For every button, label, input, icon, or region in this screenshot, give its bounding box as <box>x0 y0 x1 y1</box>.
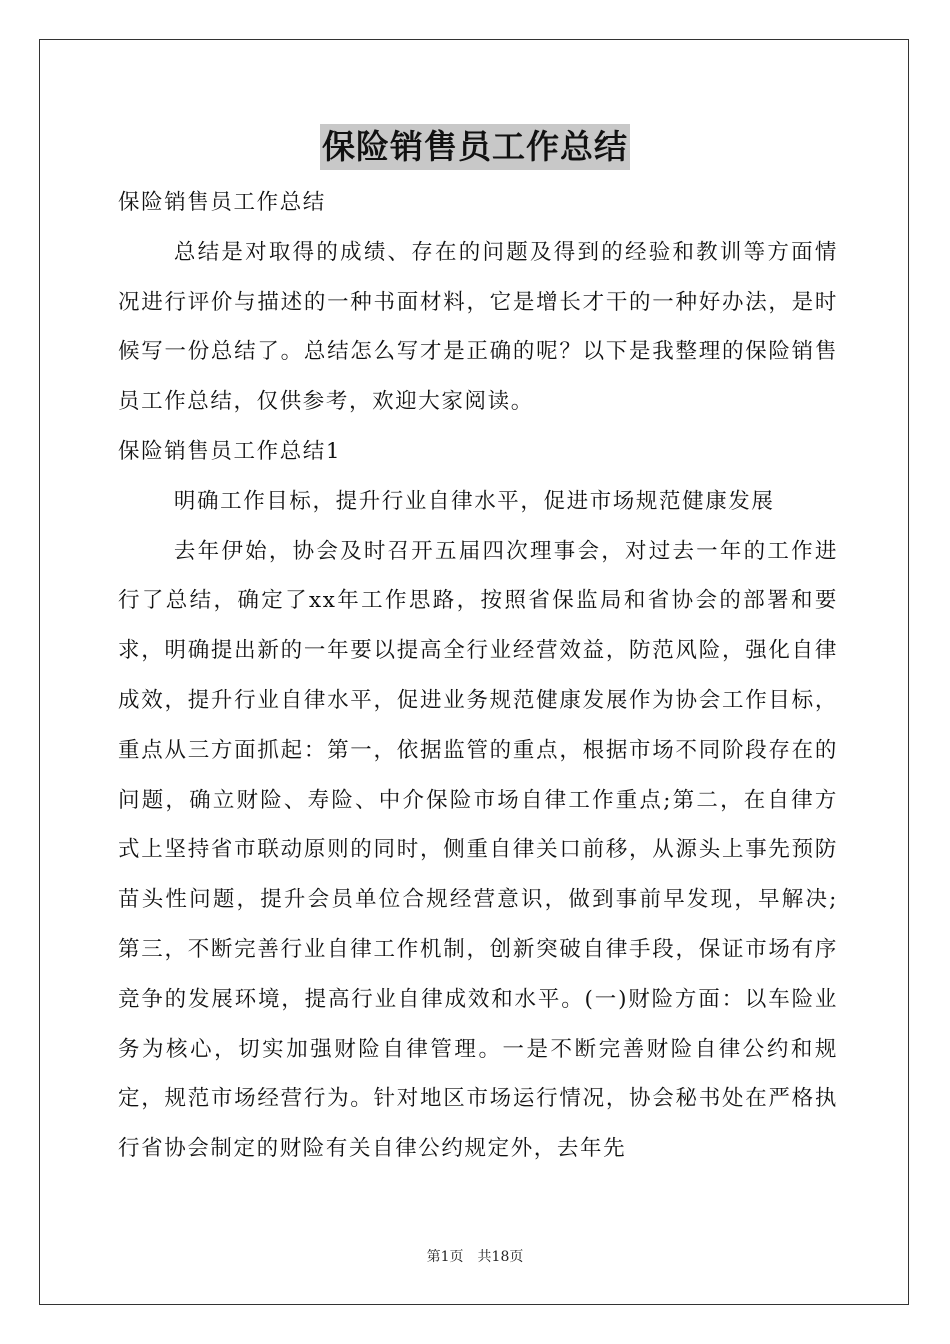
body-paragraph: 明确工作目标，提升行业自律水平，促进市场规范健康发展 <box>173 488 775 514</box>
section-heading: 保险销售员工作总结1 <box>118 438 342 464</box>
body-paragraph: 去年伊始，协会及时召开五届四次理事会，对过去一年的工作进行了总结，确定了xx年工作思路，按照省保监局和省协会的部署和要求，明确提出新的一年要以提高全行业经营效益，防范风险，强化自律成效，提升行业自律水平，促进业务规范健康发展作为协会工作目标，重点从三方面抓起：第一，依据监管的重点，根据市场不同阶段存在的问题，确立财险、寿险、中介保险市场自律工作重点;第二，在自律方式上坚持省市联动原则的同时，侧重自律关口前移，从源头上事先预防苗头性问题，提升会员单位合规经营意识，做到事前早发现，早解决;第三，不断完善行业自律工作机制，创新突破自律手段，保证市场有序竞争的发展环境，提高行业自律成效和水平。(一)财险方面：以车险业务为核心，切实加强财险自律管理。一是不断完善财险自律公约和规定，规范市场经营行为。针对地区市场运行情况，协会秘书处在严格执行省协会制定的财险有关自律公约规定外，去年先 <box>118 538 838 1162</box>
page-footer: 第1页 共18页 <box>426 1249 524 1265</box>
body-paragraph: 总结是对取得的成绩、存在的问题及得到的经验和教训等方面情况进行评价与描述的一种书面材料，它是增长才干的一种好办法，是时候写一份总结了。总结怎么写才是正确的呢？以下是我整理的保险销售员工作总结，仅供参考，欢迎大家阅读。 <box>118 239 838 415</box>
document-title: 保险销售员工作总结 <box>320 124 630 170</box>
body-paragraph: 保险销售员工作总结 <box>118 190 326 215</box>
document-body <box>118 178 838 1174</box>
document-title-wrapper <box>0 124 950 170</box>
